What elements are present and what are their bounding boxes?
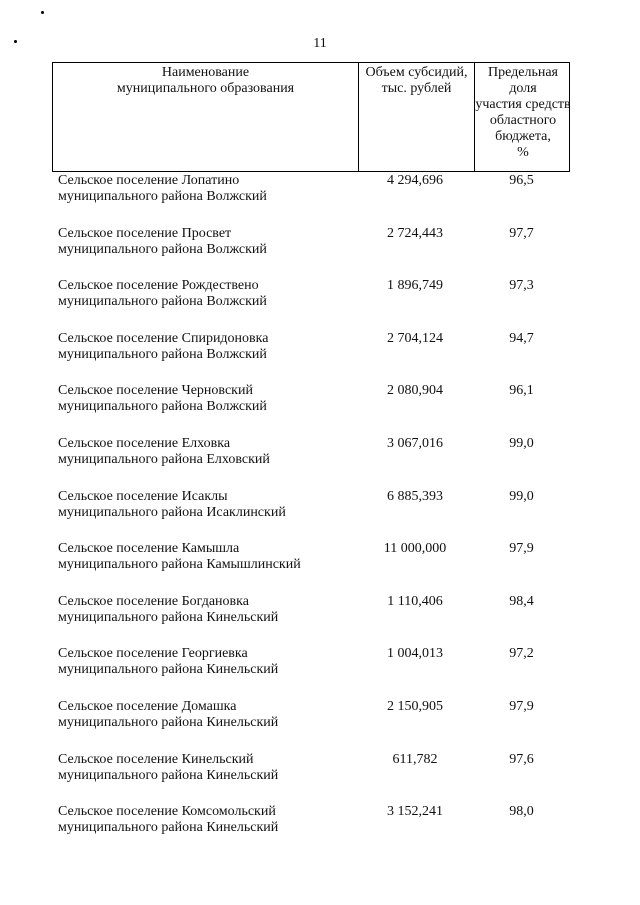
municipality-name xyxy=(58,436,358,468)
budget-share: 97,9 xyxy=(509,698,534,714)
municipality-line2: муниципального района Камышлинский xyxy=(58,557,301,573)
table-row xyxy=(52,540,570,593)
municipality-line2: муниципального района Кинельский xyxy=(58,767,279,783)
municipality-name xyxy=(58,541,358,573)
municipality-name xyxy=(58,383,358,415)
municipality-line1: Сельское поселение Исаклы xyxy=(58,488,228,504)
budget-share: 96,5 xyxy=(509,173,534,188)
municipality-name xyxy=(58,226,358,258)
header-share xyxy=(474,63,571,171)
municipality-name xyxy=(58,752,358,784)
table-row xyxy=(52,488,570,541)
budget-share: 97,9 xyxy=(509,541,534,557)
municipality-line2: муниципального района Елховский xyxy=(58,451,270,467)
header-share-line: участия средств xyxy=(475,97,571,112)
budget-share: 97,7 xyxy=(509,225,534,241)
subsidy-amount: 11 000,000 xyxy=(383,541,447,557)
municipality-name xyxy=(58,594,358,626)
subsidy-amount: 2 150,905 xyxy=(387,698,443,714)
municipality-line2: муниципального района Волжский xyxy=(58,399,267,415)
municipality-line1: Сельское поселение Черновский xyxy=(58,383,253,399)
budget-share: 97,2 xyxy=(509,646,534,662)
municipality-line2: муниципального района Волжский xyxy=(58,346,267,362)
subsidy-amount: 2 724,443 xyxy=(387,225,443,241)
municipality-line1: Сельское поселение Рождествено xyxy=(58,278,259,294)
subsidy-amount: 2 704,124 xyxy=(387,330,443,346)
municipality-line1: Сельское поселение Просвет xyxy=(58,225,232,241)
table-header xyxy=(52,62,570,172)
budget-share: 97,3 xyxy=(509,278,534,294)
header-name xyxy=(53,63,358,171)
municipality-name xyxy=(58,804,358,836)
municipality-name xyxy=(58,173,358,205)
table-row xyxy=(52,172,570,225)
municipality-line1: Сельское поселение Георгиевка xyxy=(58,646,248,662)
municipality-line2: муниципального района Волжский xyxy=(58,241,267,257)
budget-share: 98,4 xyxy=(509,593,534,609)
municipality-name xyxy=(58,489,358,521)
header-share-line: Предельная xyxy=(488,65,558,80)
municipality-line2: муниципального района Кинельский xyxy=(58,820,279,836)
municipality-name xyxy=(58,646,358,678)
budget-share: 99,0 xyxy=(509,435,534,451)
subsidy-amount: 6 885,393 xyxy=(387,488,443,504)
municipality-line1: Сельское поселение Богдановка xyxy=(58,593,249,609)
municipality-name xyxy=(58,699,358,731)
header-name-line2: муниципального образования xyxy=(116,81,295,96)
municipality-line1: Сельское поселение Комсомольский xyxy=(58,804,276,820)
municipality-line2: муниципального района Кинельский xyxy=(58,609,279,625)
municipality-line2: муниципального района Кинельский xyxy=(58,662,279,678)
table-row xyxy=(52,698,570,751)
municipality-line2: муниципального района Кинельский xyxy=(58,714,279,730)
header-share-line: областного xyxy=(489,113,557,128)
subsidy-amount: 4 294,696 xyxy=(387,173,443,188)
header-amount-line2: тыс. рублей xyxy=(381,81,452,96)
table-row xyxy=(52,751,570,804)
table-row xyxy=(52,225,570,278)
header-amount xyxy=(358,63,474,171)
municipality-line2: муниципального района Исаклинский xyxy=(58,504,286,520)
budget-share: 94,7 xyxy=(509,330,534,346)
municipality-line2: муниципального района Волжский xyxy=(58,294,267,310)
subsidy-amount: 3 152,241 xyxy=(387,804,443,820)
subsidy-amount: 1 896,749 xyxy=(387,278,443,294)
table-row xyxy=(52,435,570,488)
subsidy-amount: 1 004,013 xyxy=(387,646,443,662)
header-share-line: доля xyxy=(509,81,537,96)
budget-share: 99,0 xyxy=(509,488,534,504)
header-name-line1: Наименование xyxy=(161,65,250,80)
table-row xyxy=(52,382,570,435)
budget-share: 96,1 xyxy=(509,383,534,399)
subsidy-table xyxy=(52,62,570,856)
municipality-line1: Сельское поселение Спиридоновка xyxy=(58,330,269,346)
municipality-name xyxy=(58,331,358,363)
municipality-line1: Сельское поселение Лопатино xyxy=(58,173,240,188)
table-row xyxy=(52,803,570,856)
budget-share: 98,0 xyxy=(509,804,534,820)
municipality-line1: Сельское поселение Елховка xyxy=(58,435,231,451)
municipality-name xyxy=(58,278,358,310)
table-row xyxy=(52,645,570,698)
subsidy-amount: 2 080,904 xyxy=(387,383,443,399)
municipality-line2: муниципального района Волжский xyxy=(58,189,267,204)
header-share-line: бюджета, xyxy=(495,129,551,144)
subsidy-amount: 611,782 xyxy=(392,751,438,767)
municipality-line1: Сельское поселение Камышла xyxy=(58,541,240,557)
municipality-line1: Сельское поселение Кинельский xyxy=(58,751,254,767)
subsidy-amount: 3 067,016 xyxy=(387,435,443,451)
scan-speck xyxy=(41,11,44,14)
page-number: 11 xyxy=(313,36,327,51)
municipality-line1: Сельское поселение Домашка xyxy=(58,698,237,714)
subsidy-amount: 1 110,406 xyxy=(387,593,443,609)
table-body xyxy=(52,172,570,856)
table-row xyxy=(52,593,570,646)
budget-share: 97,6 xyxy=(509,751,534,767)
table-row xyxy=(52,330,570,383)
header-share-line: % xyxy=(517,145,529,160)
table-row xyxy=(52,277,570,330)
header-amount-line1: Объем субсидий, xyxy=(365,65,468,80)
